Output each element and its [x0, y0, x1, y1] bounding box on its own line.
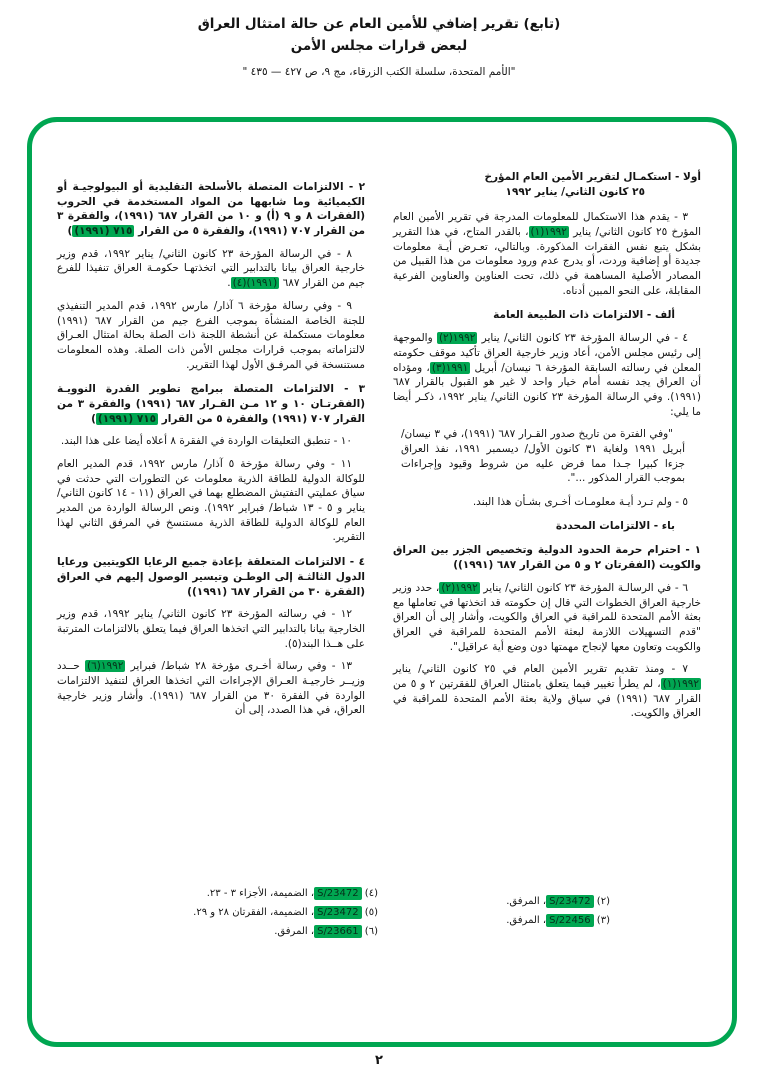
text-run: ألف - الالتزامات ذات الطبيعة العامة [493, 308, 675, 321]
text-run: . [227, 277, 231, 290]
text-run: ٥ - ولم تـرد أيـة معلومـات أخـرى بشـأن هذا البند. [472, 496, 688, 509]
paragraph [393, 331, 701, 419]
paragraph [393, 581, 701, 654]
paragraph [393, 662, 701, 721]
report-title-line2: لبعض قرارات مجلس الأمن [290, 38, 468, 55]
page-number: ٢ [375, 1053, 383, 1068]
text-run: ، المرفق. [274, 926, 315, 937]
text-run: ١٢ - في رسالته المؤرخة ٢٣ كانون الثاني/ يناير ١٩٩٢، قدم وزير الخارجية بيانا بالتدابير التي اتخذها العراق فيما يتعلق بالالتزامات المترتبة على هــذا البند(٥). [57, 608, 365, 650]
text-run: ٣ - يقدم هذا الاستكمال للمعلومات المدرجة في تقرير الأمين العام المؤرخ ٢٥ كانون الثاني/ يناير [393, 211, 701, 239]
paragraph [57, 457, 365, 545]
two-column-body [57, 170, 701, 729]
reference-highlight: S/23661 [314, 925, 362, 938]
page-header [0, 14, 758, 78]
text-run: ، حدد وزير خارجية العراق الخطوات التي قال إن حكومته قد اتخذتها في تعاملها مع بعثة الأمم المتحدة للمراقبة في العراق والكويت، وأشار إلى أن العراق "قدم التسهيلات اللازمة لبعثة الأمم المتحدة للمراقبة في العراق والكويت وتعاون معها لإنجاح مهمتها دون وضع أية عراقيل". [393, 581, 701, 653]
text-run: ٤ - في الرسالة المؤرخة ٢٣ كانون الثاني/ يناير [477, 332, 688, 345]
text-run: ٢ - الالتزامات المتصلة بالأسلحة التقليدية أو البيولوجيـة أو الكيميائية وما شابهها من المواد المستخدمة في الحروب (الفقرات ٨ و ٩ (أ) و ١٠ من القرار ٦٨٧ (١٩٩١)، والفقرة ٣ من القرار ٧٠٧ (١٩٩١)، والفقرة ٥ من القرار [57, 181, 366, 238]
text-run: (٦) [361, 926, 378, 937]
section-heading [393, 519, 701, 534]
section-heading [393, 543, 701, 572]
reference-highlight: ١٩٩٢(١) [530, 226, 567, 239]
section-heading [393, 170, 701, 199]
text-run: ١٠ - تنطبق التعليقات الواردة في الفقرة ٨ أعلاه أيضا على هذا البند. [60, 435, 352, 448]
text-run: ، لم يطرأ تغيير فيما يتعلق بامتثال العراق للفقرتين ٢ و ٥ من القرار ٦٨٧ (١٩٩١) في سياق ولاية بعثة الأمم المتحدة للمراقبة في العراق والكويت. [393, 677, 701, 720]
paragraph [57, 607, 365, 651]
text-run: ١ - احترام حرمة الحدود الدولية وتخصيص الجزر بين العراق والكويت (الفقرتان ٢ و ٥ من القرار ٦٨٧ (١٩٩١)) [393, 544, 701, 572]
section-heading [57, 180, 365, 239]
reference-highlight: ١٩٩١(٣) [431, 361, 469, 374]
footnote [445, 892, 610, 911]
text-run: ، المرفق. [506, 915, 547, 926]
text-run: ٤ - الالتزامات المتعلقة بإعادة جميع الرعايا الكويتيين ورعايا الدول الثالثـة إلى الوطـن وتيسير الوصول إليهم في العراق (الفقرة ٣٠ من القرار ٦٨٧ (١٩٩١)) [57, 556, 365, 598]
section-heading [57, 382, 365, 426]
reference-highlight: ٧١٥ (١٩٩١) [74, 225, 133, 238]
paragraph [393, 210, 701, 298]
text-run: (٢) [593, 896, 610, 907]
reference-highlight: ١٩٩٢(٦) [87, 660, 124, 673]
right-column [393, 170, 701, 729]
reference-highlight: (١٩٩١)(٤) [232, 277, 278, 290]
reference-highlight: ١٩٩٢(٢) [438, 332, 476, 345]
text-run: ) [91, 412, 96, 425]
section-heading [393, 308, 701, 323]
source-citation: "الأمم المتحدة، سلسلة الكتب الزرقاء، مج ٩، ص ٤٢٧ — ٤٣٥ " [242, 65, 516, 78]
text-run: (٥) [361, 907, 378, 918]
text-run: حــدد وزيــر خارجيـة العـراق الإجراءات التي اتخذها العراق لتنفيذ الالتزامات الواردة في الفقرة ٣٠ من القرار ٦٨٧ (١٩٩١). وأشار وزير خارجية العراق، في هذا الصدد، إلى أن [57, 660, 365, 717]
left-column [57, 170, 365, 729]
footnote [183, 903, 378, 922]
reference-highlight: ١٩٩٢(١) [662, 677, 699, 690]
text-run: ، ومؤداه أن العراق يجد نفسه أمام خيار واحد لا غير هو القبول بالقرار ٦٨٧ (١٩٩١). وفي الرسالة المؤرخة ٢٣ كانون الثاني/ يناير ١٩٩٢، ذكـر أيضا ما يلي: [393, 361, 701, 418]
text-run: ٢٥ كانون الثاني/ يناير ١٩٩٢ [505, 185, 645, 198]
reference-highlight: S/22456 [546, 914, 594, 927]
text-run: أولا - استكمـال لتقرير الأمين العام المؤرخ [484, 171, 701, 183]
footnotes-right [445, 892, 610, 930]
text-run: باء - الالتزامات المحددة [555, 519, 675, 532]
reference-highlight: S/23472 [546, 895, 594, 908]
report-title-line1: (تابع) تقرير إضافي للأمين العام عن حالة امتثال العراق [197, 16, 561, 32]
paragraph [57, 434, 365, 449]
reference-highlight: ١٩٩٢(٢) [441, 581, 478, 594]
text-run: ٦ - في الرسالـة المؤرخة ٢٣ كانون الثاني/ يناير [479, 581, 688, 594]
paragraph [393, 495, 701, 510]
text-run: ، بالقدر المتاح، في هذا التقرير بشكل يتبع نفس الفقرات المذكورة. وبالتالي، تعـرض أيـة معلومات جديدة أو إضافية وردت، أو يدرج عدم ورود معلومات من هذا القبيل من المصادر الأصلية المساهمة في ذلك، تحت العناوين والعناوين الفرعية المقابلة، على النحو المبين أدناه. [393, 226, 701, 297]
text-run: ٣ - الالتزامات المتصلة ببرامج تطوير القدرة النوويـة (الفقرتـان ١٠ و ١٢ مـن القـرار ٦٨٧ (١٩٩١) والفقرة ٣ من القرار ٧٠٧ (١٩٩١) والفقرة ٥ من القرار [57, 383, 366, 425]
text-run: ١١ - وفي رسالة مؤرخة ٥ آذار/ مارس ١٩٩٢، قدم المدير العام للوكالة الدولية للطاقة الذرية معلومات عن التطورات التي حدثت في سياق عمليتي التفتيش المضطلع بهما في العراق (١١ - ١٤ كانون الثاني/ يناير و ٥ - ١٣ شباط/ فبراير ١٩٩٢). ونص الرسالة الواردة من المدير العام للوكالة الدولية للطاقة الذرية مستنسخ في المرفق الثاني لهذا التقرير. [57, 458, 366, 544]
footnote [183, 922, 378, 941]
reference-highlight: S/23472 [314, 887, 362, 900]
text-run: (٣) [593, 915, 610, 926]
paragraph [57, 299, 365, 372]
reference-highlight: S/23472 [314, 906, 362, 919]
reference-highlight: ٧١٥ (١٩٩١) [97, 412, 157, 425]
text-run: "وفي الفترة من تاريخ صدور القـرار ٦٨٧ (١٩٩١)، في ٣ نيسان/ أبريل ١٩٩١ ولغاية ٣١ كانون الأول/ ديسمبر ١٩٩١، نفذ العراق جزءا كبيرا جـدا مما فرض عليه من شروط وقيود وإجراءات بموجب القرار المذكور ...". [401, 428, 685, 485]
text-run: ، الضميمة، الفقرتان ٢٨ و ٢٩. [193, 907, 315, 918]
section-heading [57, 555, 365, 599]
paragraph [401, 427, 685, 486]
text-run: ) [67, 225, 73, 238]
text-run: ، الضميمة، الأجزاء ٣ - ٢٣. [206, 888, 315, 899]
text-run: ٧ - ومنذ تقديم تقرير الأمين العام في ٢٥ كانون الثاني/ يناير [393, 663, 688, 676]
footnote [445, 911, 610, 930]
text-run: (٤) [361, 888, 378, 899]
text-run: والموجهة إلى رئيس مجلس الأمن، أعاد وزير خارجية العراق تأكيد موقف حكومته المعلن في رسالته السابقة المؤرخة ٦ نيسان/ أبريل [393, 332, 701, 374]
paragraph [57, 659, 365, 718]
text-run: ، المرفق. [506, 896, 547, 907]
text-run: ٩ - وفي رسالة مؤرخة ٦ آذار/ مارس ١٩٩٢، قدم المدير التنفيذي للجنة الخاصة المنشأة بموجب الفرع جيم من القرار ٦٨٧ (١٩٩١) معلومات مستكملة عن أنشطة اللجنة ذات الصلة بحالة امتثال العـراق لالتزاماته بموجب قرارات مجلس الأمن ذات الصلة. وهذه المعلومات مستنسخة في المرفـق الأول لهذا التقرير. [57, 299, 365, 371]
paragraph [57, 247, 365, 291]
footnote [183, 884, 378, 903]
text-run: ١٣ - وفي رسالة أخـرى مؤرخة ٢٨ شباط/ فبراير [125, 660, 352, 673]
footnotes-left [183, 884, 378, 941]
text-run: ٨ - في الرسالة المؤرخة ٢٣ كانون الثاني/ يناير ١٩٩٢، قدم وزير خارجية العراق بيانا بالتدابير التي اتخذتهـا حكومـة العراق تنفيذا للفرع جيم من القرار ٦٨٧ [57, 247, 365, 290]
